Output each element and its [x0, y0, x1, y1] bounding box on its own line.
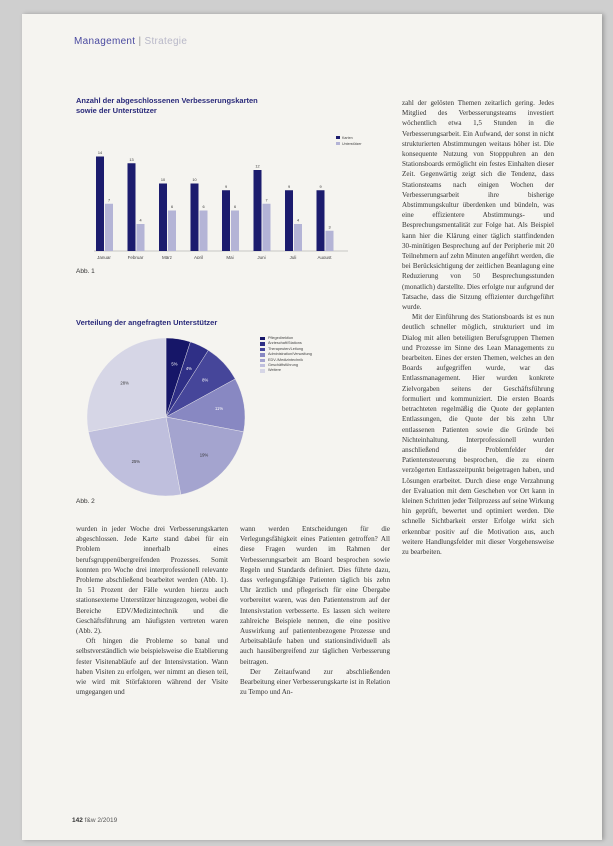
- x-tick-label: April: [193, 255, 204, 259]
- text-column-1: [76, 524, 228, 697]
- pie-legend: [260, 336, 312, 374]
- legend-swatch: [260, 353, 265, 357]
- legend-swatch: [260, 364, 265, 368]
- pie-data-label: 8%: [202, 377, 209, 383]
- bar-data-label: 9: [287, 184, 291, 189]
- legend-label: EDV-/Medizintechnik: [268, 357, 304, 362]
- text-column-3: [402, 98, 554, 557]
- paragraph: wurden in jeder Woche drei Verbesserungskarten abgeschlossen. Jede Karte stand dabei für ein Problem innerhalb eines berufsgruppenübergreifenden Prozesses. Somit konnten pro Woche drei interprofessionell relevante Probleme abschließend bearbeitet werden (Abb. 1). In 51 Prozent der Fälle wurden hierzu auch stationsexterne Unterstützer hinzugezogen, wobei die Bereiche EDV/Medizintechnik und die Geschäftsführung am häufigsten vertreten waren (Abb. 2).: [76, 525, 228, 636]
- figure1-title: [76, 96, 258, 116]
- legend-label: Administration/Verwaltung: [268, 352, 312, 357]
- figure1-caption: Abb. 1: [76, 268, 95, 275]
- bar-data-label: 3: [328, 225, 331, 230]
- journal-page: [22, 14, 602, 840]
- x-tick-label: August: [317, 255, 332, 259]
- legend-swatch: [336, 136, 340, 139]
- bar-data-label: 9: [319, 184, 322, 189]
- x-tick-label: März: [162, 255, 172, 259]
- bar-data-label: 4: [139, 218, 142, 223]
- pie-data-label: 25%: [131, 458, 141, 464]
- text-column-2: [240, 524, 390, 697]
- pie-data-label: 5%: [171, 361, 178, 367]
- bar-chart: [72, 119, 372, 259]
- x-tick-label: Februar: [127, 255, 144, 259]
- pie-data-label: 11%: [215, 406, 224, 412]
- legend-label: Therapeuten/Leitung: [268, 346, 304, 351]
- bar-unterstützer: [105, 204, 113, 251]
- legend-swatch: [260, 348, 265, 352]
- x-tick-label: Januar: [97, 255, 111, 259]
- bar-unterstützer: [294, 224, 302, 251]
- running-header: [74, 36, 187, 47]
- bar-data-label: 4: [296, 218, 300, 223]
- x-tick-label: Mai: [226, 255, 234, 259]
- bar-unterstützer: [326, 231, 334, 251]
- bar-karten: [128, 163, 136, 251]
- legend-label: Unterstützer: [342, 142, 362, 146]
- paragraph: Mit der Einführung des Stationsboards ist es nun deutlich schneller möglich, strukturiert und im Dialog mit allen beteiligten Berufsgruppen Themen und Prozesse im Sinne des Lean Managements zu bearbeiten. Eines der ersten Themen, welches an den Boards aufgegriffen wurde, war das Entlassmanagement. Hier wurden konkrete Zielvorgaben seitens der Geschäftsführung formuliert und kommuniziert. Die ersten Boards betrachteten regelmäßig die Quote der geplanten Entlassungen, die Quote der bis zehn Uhr entlassenen Patienten sowie die Gründe bei Nichteinhaltung. Interprofessionell wurden anschließend die Problemfelder der Patientensteuerung besprochen, die zu einem verzögerten Entlasszeitpunkt beigetragen haben, und Lösungen erarbeitet. Durch diese enge Verzahnung der Evaluation mit dem Geschehen vor Ort kann in kleinen Schritten jeder Teilprozess auf seine Wirkung hin geprüft, bewertet und optimiert werden. Die schnelle Sichtbarkeit erster Erfolge wirkt sich erkennbar positiv auf die Motivation aus, auch weitere Handlungsfelder mit dieser Vorgehensweise zu bearbeiten.: [402, 313, 554, 556]
- page-footer: [72, 817, 117, 824]
- bar-data-label: 10: [192, 178, 197, 182]
- bar-karten: [254, 170, 262, 251]
- bar-karten: [159, 184, 167, 252]
- paragraph: wann werden Entscheidungen für die Verlegungsfähigkeit eines Patienten getroffen? All diese Fragen wurden im Rahmen der Verbesserungsarbeit am Board besprochen sowie Regeln und Standards definiert. Dies führte dazu, dass verlegungsfähige Patienten täglich bis zehn Uhr ärztlich und pflegerisch für eine Übergabe vorbereitet waren, was den Patientenstrom auf der Intensivstation verbesserte. Es lassen sich weitere zahlreiche Beispiele nennen, die eine positive Auswirkung auf patientenbezogene Prozesse und Arbeitsabläufe haben und stationsindividuell als auch hausübergreifend zur täglichen Verbesserung beitragen.: [240, 525, 390, 666]
- legend-swatch: [260, 342, 265, 346]
- figure2-caption: Abb. 2: [76, 498, 95, 505]
- pie-data-label: 19%: [199, 452, 209, 458]
- bar-data-label: 7: [265, 198, 268, 203]
- bar-karten: [317, 190, 325, 251]
- bar-unterstützer: [168, 211, 176, 252]
- pie-data-label: 4%: [185, 365, 192, 371]
- bar-unterstützer: [263, 204, 271, 251]
- bar-data-label: 6: [233, 205, 237, 209]
- journal-name: f&w 2/2019: [84, 817, 118, 824]
- bar-data-label: 14: [97, 151, 103, 155]
- paragraph: zahl der gelösten Themen zeitarlich gering. Jedes Mitglied des Verbesserungsteams investiert wöchentlich etwa 1,5 Stunden in die Verbesserungsarbeit. Ein Aufwand, der sonst in nicht strukturierten Abstimmungen weitaus höher ist. Die konsequente Nutzung von Stopppuhren an den Stationsboards ermöglicht ein festes Einhalten dieser Zeit. Gegenwärtig zeigt sich die Tendenz, dass Stationsteams nach einigen Wochen der Verbesserungsarbeit ihre bisherige Abstimmungskultur überdenken und bündeln, was eine effizientere Abstimmungs- und Besprechungsmentalität zur Folge hat. Als Beispiel kann hier die Klärung einer täglich stattfindenden 30-minütigen Besprechung auf der Peripherie mit 20 Teilnehmern auf zehn Minuten angeführt werden, die bei Berücksichtigung der zeitlichen Beanlagung eine Reduzierung von 50 Besprechungsstunden (monatlich) darstellte. Dies erfolgte nur aufgrund der Tatsache, dass die Sitzung effizienter durchgeführt wurde.: [402, 99, 554, 312]
- figure1-title-line2: sowie der Unterstützer: [76, 106, 157, 115]
- section-label: Management: [74, 36, 136, 47]
- legend-label: Karten: [342, 136, 353, 140]
- legend-swatch: [260, 359, 265, 363]
- bar-data-label: 6: [170, 205, 174, 209]
- paragraph: Der Zeitaufwand zur abschließenden Bearbeitung einer Verbesserungskarte ist in Relation zu Tempo und An-: [240, 667, 390, 697]
- bar-data-label: 9: [224, 184, 228, 189]
- bar-unterstützer: [137, 224, 145, 251]
- figure2-title: Verteilung der angefragten Unterstützer: [76, 318, 218, 327]
- bar-data-label: 13: [129, 157, 134, 162]
- legend-swatch: [336, 142, 340, 145]
- bar-karten: [285, 190, 293, 251]
- bar-karten: [96, 157, 104, 252]
- bar-unterstützer: [231, 211, 239, 252]
- x-tick-label: Juni: [257, 255, 266, 259]
- bar-data-label: 12: [255, 164, 260, 169]
- bar-karten: [222, 190, 230, 251]
- legend-label: Ärzteschaft/Stations: [268, 341, 302, 346]
- legend-label: Pflegedirektion: [268, 336, 294, 340]
- bar-data-label: 6: [202, 205, 205, 209]
- legend-label: Geschäftsführung: [268, 363, 298, 368]
- paragraph: Oft hingen die Probleme so banal und selbstverständlich wie beispielsweise die Etablierung fester Visitenabläufe auf der Intensivstation. Wann haben Visiten zu erfolgen, wer nimmt an diesen teil, wie wird mit Störfaktoren während der Visite umgegangen und: [76, 637, 228, 697]
- bar-data-label: 7: [107, 198, 111, 203]
- bar-unterstützer: [200, 211, 208, 252]
- figure1-title-line1: Anzahl der abgeschlossenen Verbesserungskarten: [76, 96, 258, 105]
- x-tick-label: Juli: [289, 255, 297, 259]
- legend-swatch: [260, 369, 265, 373]
- pie-data-label: 28%: [120, 380, 129, 386]
- header-separator: |: [138, 36, 142, 47]
- pie-chart: [72, 329, 372, 511]
- subsection-label: Strategie: [144, 36, 188, 47]
- page-number: 142: [72, 817, 83, 824]
- bar-data-label: 10: [160, 178, 166, 182]
- pie-legend-item: [260, 368, 312, 373]
- legend-label: Weitere: [268, 368, 282, 373]
- bar-karten: [191, 184, 199, 252]
- legend-swatch: [260, 337, 265, 341]
